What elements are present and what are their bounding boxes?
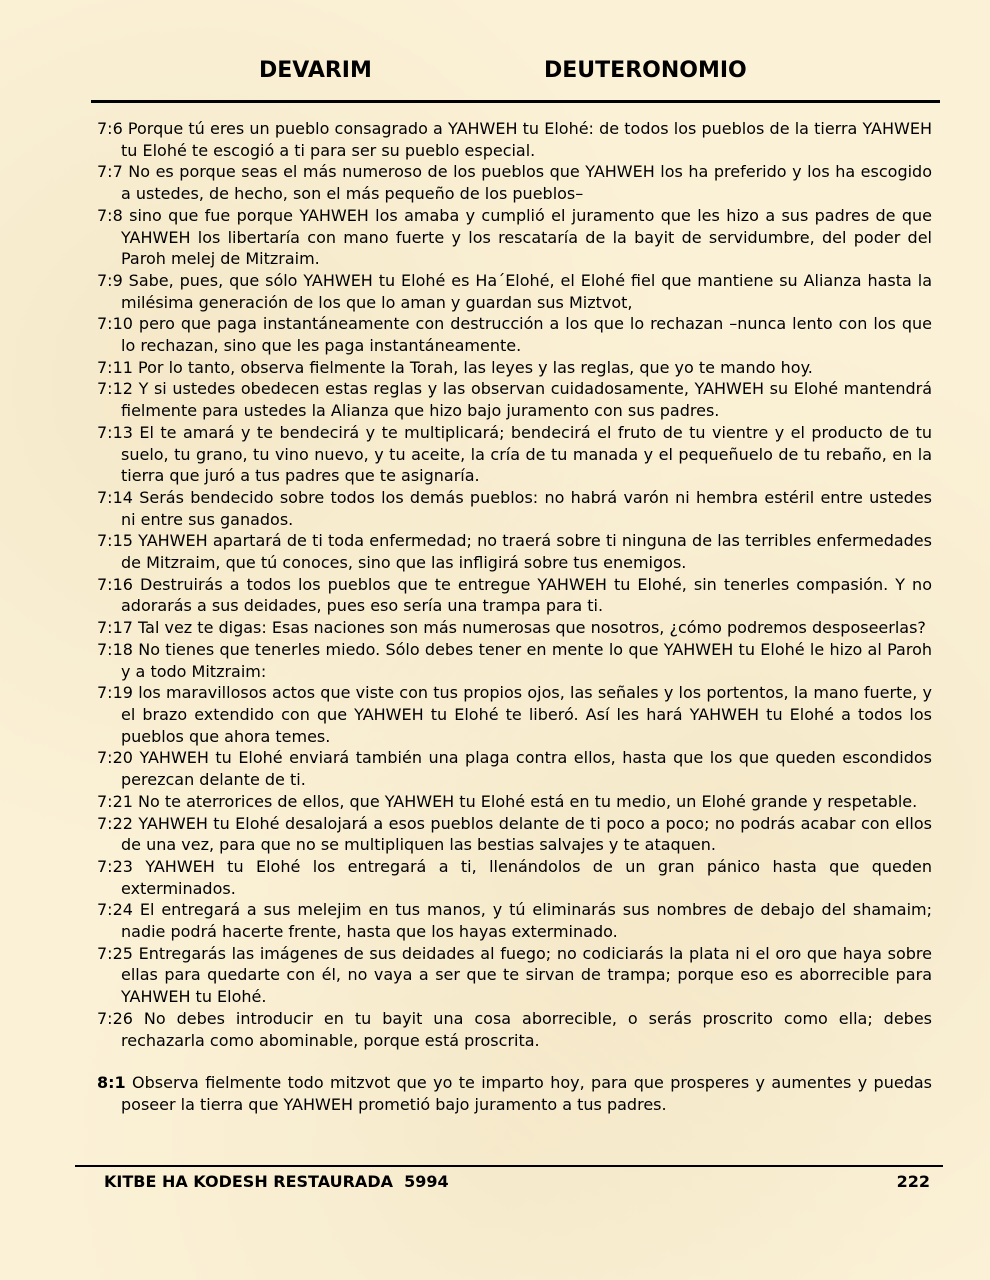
chapter-break — [97, 1051, 932, 1072]
verse-text: Destruirás a todos los pueblos que te entregue YAHWEH tu Elohé, sin tenerles compasión. Y no adorarás a sus deidades, pues eso sería una trampa para ti. — [121, 574, 932, 616]
verse-ref: 7:25 — [97, 943, 133, 963]
verse — [97, 682, 932, 747]
verse-text: los maravillosos actos que viste con tus propios ojos, las señales y los portentos, la mano fuerte, y el brazo extendido con que YAHWEH tu Elohé te liberó. Así les hará YAHWEH tu Elohé a todos los pueblos que ahora temes. — [121, 683, 933, 746]
verse-ref: 7:16 — [97, 574, 133, 594]
verse-text: No tienes que tenerles miedo. Sólo debes tener en mente lo que YAHWEH tu Elohé le hizo al Paroh y a todo Mitzraim: — [121, 639, 932, 681]
verse-ref: 7:10 — [97, 314, 133, 334]
verse-ref: 8:1 — [97, 1073, 126, 1093]
verse — [97, 1008, 932, 1051]
verse — [97, 422, 932, 487]
verse-ref: 7:21 — [97, 791, 133, 811]
verse — [97, 161, 932, 204]
verse-text: YAHWEH tu Elohé desalojará a esos pueblos delante de ti poco a poco; no podrás acabar con ellos de una vez, para que no se multipliquen las bestias salvajes y te ataquen. — [121, 813, 932, 855]
verse-text: Serás bendecido sobre todos los demás pueblos: no habrá varón ni hembra estéril entre ustedes ni entre sus ganados. — [121, 487, 932, 529]
verse-text: YAHWEH apartará de ti toda enfermedad; no traerá sobre ti ninguna de las terribles enfermedades de Mitzraim, que tú conoces, sino que las infligirá sobre tus enemigos. — [121, 531, 932, 573]
verse — [97, 574, 932, 617]
verse — [97, 313, 932, 356]
footer-book-name: KITBE HA KODESH RESTAURADA 5994 — [104, 1172, 449, 1191]
verse-text: sino que fue porque YAHWEH los amaba y cumplió el juramento que les hizo a sus padres de que YAHWEH los libertaría con mano fuerte y los rescataría de la bayit de servidumbre, del poder del Paroh melej de Mitzraim. — [121, 205, 932, 269]
verse — [97, 791, 932, 813]
verse-ref: 7:15 — [97, 531, 133, 551]
verse — [97, 856, 932, 899]
header-divider — [91, 100, 940, 103]
verse — [97, 617, 932, 639]
verse-ref: 7:8 — [97, 205, 123, 225]
chapter-first-verse — [97, 1072, 932, 1115]
verse-text: Entregarás las imágenes de sus deidades al fuego; no codiciarás la plata ni el oro que haya sobre ellas para quedarte con él, no vaya a ser que te sirvan de trampa; porque eso es aborrecible para YAHWEH tu Elohé. — [121, 943, 932, 1007]
verse — [97, 530, 932, 573]
verse-text: El te amará y te bendecirá y te multiplicará; bendecirá el fruto de tu vientre y el producto de tu suelo, tu grano, tu vino nuevo, y tu aceite, la cría de tu manada y el pequeñuelo de tu rebaño, en la tierra que juró a tus padres que te asignaría. — [121, 422, 932, 486]
verse — [97, 899, 932, 942]
verse-ref: 7:11 — [97, 357, 133, 377]
book-title-hebrew: DEVARIM — [259, 58, 372, 83]
page-number: 222 — [896, 1172, 930, 1191]
verse-text: pero que paga instantáneamente con destrucción a los que lo rechazan –nunca lento con los que lo rechazan, sino que les paga instantáneamente. — [121, 314, 932, 356]
verse-ref: 7:26 — [97, 1008, 133, 1028]
verse-ref: 7:9 — [97, 270, 123, 290]
verse-text: El entregará a sus melejim en tus manos, y tú eliminarás sus nombres de debajo del shamaim; nadie podrá hacerte frente, hasta que los hayas exterminado. — [121, 900, 932, 942]
verse-text: Sabe, pues, que sólo YAHWEH tu Elohé es Ha´Elohé, el Elohé fiel que mantiene su Alianza hasta la milésima generación de los que lo aman y guardan sus Miztvot, — [121, 270, 932, 312]
verse-ref: 7:7 — [97, 162, 123, 182]
verse-text: No es porque seas el más numeroso de los pueblos que YAHWEH los ha preferido y los ha escogido a ustedes, de hecho, son el más pequeño de los pueblos– — [121, 162, 932, 204]
verse-text: Porque tú eres un pueblo consagrado a YAHWEH tu Elohé: de todos los pueblos de la tierra YAHWEH tu Elohé te escogió a ti para ser su pueblo especial. — [121, 119, 932, 160]
verse-text: Por lo tanto, observa fielmente la Torah, las leyes y las reglas, que yo te mando hoy. — [138, 357, 813, 377]
verse — [97, 813, 932, 856]
verse — [97, 639, 932, 682]
verse-text: No te aterrorices de ellos, que YAHWEH tu Elohé está en tu medio, un Elohé grande y respetable. — [138, 791, 918, 811]
footer-divider — [75, 1165, 943, 1167]
verse-list — [97, 118, 932, 1116]
verse — [97, 357, 932, 379]
verse-text: YAHWEH tu Elohé los entregará a ti, llenándolos de un gran pánico hasta que queden exterminados. — [121, 856, 932, 898]
verse-text: YAHWEH tu Elohé enviará también una plaga contra ellos, hasta que los que queden escondidos perezcan delante de ti. — [121, 748, 932, 790]
book-title-spanish: DEUTERONOMIO — [544, 58, 747, 83]
verse-ref: 7:24 — [97, 900, 133, 920]
verse-ref: 7:17 — [97, 618, 133, 638]
verse — [97, 205, 932, 270]
verse-text: Tal vez te digas: Esas naciones son más numerosas que nosotros, ¿cómo podremos desposeerlas? — [138, 618, 926, 638]
verse — [97, 747, 932, 790]
verse-ref: 7:14 — [97, 487, 133, 507]
verse — [97, 943, 932, 1008]
verse-ref: 7:13 — [97, 422, 133, 442]
verse — [97, 270, 932, 313]
verse-ref: 7:20 — [97, 748, 133, 768]
verse — [97, 118, 932, 161]
verse-ref: 7:19 — [97, 683, 133, 703]
verse-text: Observa fielmente todo mitzvot que yo te imparto hoy, para que prosperes y aumentes y puedas poseer la tierra que YAHWEH prometió bajo juramento a tus padres. — [121, 1073, 932, 1114]
verse-ref: 7:12 — [97, 379, 133, 399]
verse-text: Y si ustedes obedecen estas reglas y las observan cuidadosamente, YAHWEH su Elohé mantendrá fielmente para ustedes la Alianza que hizo bajo juramento con sus padres. — [121, 379, 932, 421]
verse — [97, 378, 932, 421]
verse-ref: 7:22 — [97, 813, 133, 833]
verse-ref: 7:18 — [97, 639, 133, 659]
verse-ref: 7:6 — [97, 119, 123, 138]
page-header — [0, 58, 990, 90]
verse-ref: 7:23 — [97, 856, 133, 876]
verse-text: No debes introducir en tu bayit una cosa aborrecible, o serás proscrito como ella; debes rechazarla como abominable, porque está proscrita. — [121, 1008, 932, 1050]
verse — [97, 487, 932, 530]
